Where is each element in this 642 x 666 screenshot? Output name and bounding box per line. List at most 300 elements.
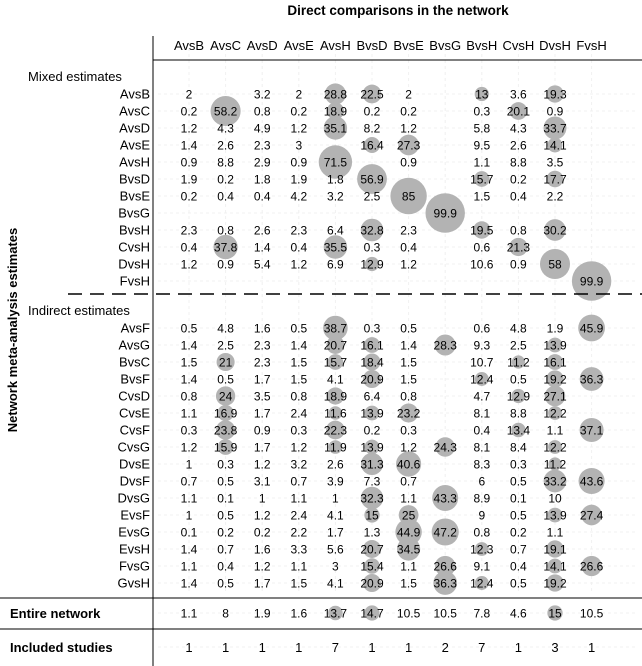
- cell-value: 3: [295, 138, 303, 153]
- cell-value: 27.1: [543, 389, 567, 404]
- cell-value: 0.2: [290, 104, 308, 119]
- included-studies-value: 3: [551, 640, 559, 655]
- cell-value: 21.3: [506, 240, 531, 255]
- cell-value: 2.3: [290, 223, 308, 238]
- cell-value: 15.4: [360, 559, 384, 574]
- cell-value: 0.4: [510, 559, 527, 574]
- cell-value: 1.5: [290, 576, 308, 591]
- cell-value: 0.6: [473, 240, 491, 255]
- cell-value: 19.5: [470, 223, 494, 238]
- cell-value: 2.3: [253, 338, 271, 353]
- row-label: AvsC: [119, 103, 150, 119]
- cell-value: 12.3: [470, 542, 494, 557]
- cell-value: 0.3: [290, 423, 308, 438]
- cell-value: 0.5: [400, 321, 417, 336]
- cell-value: 26.6: [579, 559, 604, 574]
- cell-value: 12.4: [470, 372, 494, 387]
- cell-value: 24: [218, 389, 233, 404]
- cell-value: 85: [401, 189, 416, 204]
- cell-value: 9: [478, 508, 486, 523]
- cell-value: 99.9: [579, 274, 604, 289]
- cell-value: 12.9: [506, 389, 531, 404]
- cell-value: 0.2: [400, 104, 417, 119]
- cell-value: 2.4: [290, 508, 308, 523]
- cell-value: 45.9: [579, 321, 604, 336]
- row-label: DvsF: [119, 473, 150, 489]
- cell-value: 4.7: [473, 389, 491, 404]
- cell-value: 1.8: [327, 172, 344, 187]
- cell-value: 12.4: [470, 576, 494, 591]
- entire-network-value: 4.6: [510, 606, 527, 621]
- cell-value: 1.4: [180, 542, 198, 557]
- included-studies-value: 1: [587, 640, 596, 655]
- cell-value: 0.3: [180, 423, 198, 438]
- cell-value: 16.4: [360, 138, 384, 153]
- cell-value: 36.3: [433, 576, 457, 591]
- entire-network-value: 10.5: [433, 606, 457, 621]
- cell-value: 14.1: [543, 138, 567, 153]
- cell-value: 1.6: [253, 542, 271, 557]
- entire-network-value: 1.6: [290, 606, 308, 621]
- cell-value: 33.2: [543, 474, 567, 489]
- row-label: AvsF: [120, 320, 150, 336]
- cell-value: 1.1: [400, 559, 417, 574]
- section-label-mixed: Mixed estimates: [28, 69, 122, 84]
- cell-value: 0.8: [510, 223, 527, 238]
- cell-value: 0.7: [290, 474, 308, 489]
- column-header: AvsE: [283, 38, 314, 53]
- cell-value: 44.9: [396, 525, 421, 540]
- cell-value: 1: [185, 508, 193, 523]
- cell-value: 2.6: [217, 138, 234, 153]
- cell-value: 13.4: [506, 423, 531, 438]
- cell-value: 8.8: [510, 406, 527, 421]
- cell-value: 40.6: [396, 457, 421, 472]
- cell-value: 0.7: [217, 542, 234, 557]
- cell-value: 1.4: [400, 338, 417, 353]
- cell-value: 31.3: [360, 457, 384, 472]
- cell-value: 28.3: [433, 338, 457, 353]
- cell-value: 3.9: [327, 474, 344, 489]
- row-label: FvsH: [119, 273, 150, 289]
- cell-value: 1.2: [290, 440, 308, 455]
- included-studies-value: 1: [185, 640, 193, 655]
- cell-value: 13.9: [543, 338, 567, 353]
- cell-value: 1.7: [253, 576, 271, 591]
- entire-network-value: 1.9: [253, 606, 271, 621]
- cell-value: 0.5: [217, 474, 234, 489]
- row-label: BvsH: [118, 222, 150, 238]
- cell-value: 4.2: [290, 189, 308, 204]
- cell-value: 0.5: [290, 321, 308, 336]
- row-label: BvsG: [118, 205, 150, 221]
- cell-value: 3.2: [290, 457, 308, 472]
- cell-value: 21: [218, 355, 233, 370]
- cell-value: 0.8: [473, 525, 491, 540]
- row-label: CvsE: [118, 405, 150, 421]
- cell-value: 18.4: [360, 355, 384, 370]
- cell-value: 13.9: [543, 508, 567, 523]
- cell-value: 0.4: [217, 559, 234, 574]
- cell-value: 0.4: [180, 240, 198, 255]
- row-label: FvsG: [118, 558, 150, 574]
- cell-value: 3.2: [327, 189, 344, 204]
- row-label: CvsG: [117, 439, 150, 455]
- cell-value: 1.5: [400, 576, 417, 591]
- cell-value: 1.9: [180, 172, 198, 187]
- cell-value: 0.9: [180, 155, 198, 170]
- cell-value: 0.2: [253, 525, 271, 540]
- cell-value: 8.2: [363, 121, 381, 136]
- cell-value: 0.7: [400, 474, 417, 489]
- cell-value: 12.2: [543, 440, 567, 455]
- cell-value: 6: [478, 474, 486, 489]
- row-label: AvsH: [119, 154, 150, 170]
- row-label: AvsD: [119, 120, 150, 136]
- cell-value: 1.4: [180, 338, 198, 353]
- cell-value: 11.2: [507, 355, 530, 370]
- cell-value: 25: [401, 508, 416, 523]
- cell-value: 0.5: [217, 372, 234, 387]
- cell-value: 9.5: [473, 138, 491, 153]
- cell-value: 0.9: [546, 104, 564, 119]
- column-header: CvsH: [502, 38, 535, 53]
- cell-value: 3.1: [253, 474, 271, 489]
- cell-value: 0.2: [217, 525, 234, 540]
- cell-value: 2.5: [217, 338, 234, 353]
- included-studies-value: 1: [221, 640, 230, 655]
- row-label: CvsF: [119, 422, 150, 438]
- cell-value: 0.7: [510, 542, 527, 557]
- cell-value: 1.1: [180, 406, 198, 421]
- column-header: AvsH: [319, 38, 351, 53]
- cell-value: 0.9: [290, 155, 308, 170]
- cell-value: 24.3: [433, 440, 457, 455]
- cell-value: 20.9: [360, 372, 384, 387]
- cell-value: 5.8: [473, 121, 491, 136]
- cell-value: 2: [185, 87, 193, 102]
- cell-value: 47.2: [433, 525, 457, 540]
- cell-value: 0.5: [510, 576, 527, 591]
- cell-value: 1.4: [290, 338, 308, 353]
- cell-value: 2.6: [253, 223, 271, 238]
- cell-value: 8.1: [473, 440, 491, 455]
- cell-value: 1.4: [253, 240, 271, 255]
- cell-value: 43.6: [579, 474, 604, 489]
- cell-value: 10.6: [470, 257, 494, 272]
- row-label: BvsF: [120, 371, 150, 387]
- y-axis-label: Network meta-analysis estimates: [5, 227, 20, 433]
- cell-value: 1.2: [180, 121, 198, 136]
- cell-value: 11.9: [324, 440, 347, 455]
- cell-value: 0.3: [400, 423, 417, 438]
- cell-value: 19.3: [543, 87, 567, 102]
- cell-value: 8.3: [473, 457, 491, 472]
- cell-value: 35.1: [323, 121, 348, 136]
- cell-value: 0.7: [180, 474, 198, 489]
- cell-value: 0.2: [180, 104, 198, 119]
- cell-value: 0.4: [400, 240, 417, 255]
- cell-value: 20.9: [360, 576, 384, 591]
- cell-value: 22.5: [360, 87, 384, 102]
- cell-value: 1: [185, 457, 193, 472]
- row-label: EvsH: [118, 541, 150, 557]
- cell-value: 0.5: [217, 576, 234, 591]
- cell-value: 0.1: [510, 491, 527, 506]
- entire-network-value: 14.7: [360, 606, 384, 621]
- cell-value: 4.9: [253, 121, 271, 136]
- cell-value: 6.9: [327, 257, 344, 272]
- chart-title: Direct comparisons in the network: [287, 3, 509, 18]
- cell-value: 1.2: [253, 457, 271, 472]
- cell-value: 13.9: [360, 440, 384, 455]
- row-label: DvsE: [118, 456, 150, 472]
- cell-value: 1.4: [180, 372, 198, 387]
- cell-value: 2.5: [510, 338, 527, 353]
- cell-value: 0.2: [180, 189, 198, 204]
- cell-value: 23.8: [213, 423, 238, 438]
- cell-value: 1.4: [180, 138, 198, 153]
- cell-value: 16.1: [360, 338, 384, 353]
- cell-value: 4.1: [327, 508, 344, 523]
- cell-value: 1.2: [180, 440, 198, 455]
- cell-value: 30.2: [543, 223, 567, 238]
- cell-value: 11.6: [324, 406, 347, 421]
- cell-value: 1.1: [546, 525, 564, 540]
- cell-value: 32.8: [360, 223, 384, 238]
- cell-value: 1.7: [327, 525, 344, 540]
- cell-value: 3.3: [290, 542, 308, 557]
- cell-value: 3: [332, 559, 339, 574]
- cell-value: 1.5: [400, 355, 417, 370]
- cell-value: 2.3: [180, 223, 198, 238]
- cell-value: 2: [295, 87, 303, 102]
- cell-value: 11.2: [543, 457, 567, 472]
- cell-value: 1.5: [400, 372, 417, 387]
- cell-value: 2.3: [253, 138, 271, 153]
- cell-value: 0.9: [400, 155, 417, 170]
- included-studies-value: 1: [514, 640, 523, 655]
- included-studies-label: Included studies: [10, 640, 113, 655]
- cell-value: 0.3: [510, 457, 527, 472]
- cell-value: 1.2: [290, 121, 308, 136]
- cell-value: 15.7: [323, 355, 348, 370]
- cell-value: 12.2: [543, 406, 567, 421]
- cell-value: 20.7: [323, 338, 348, 353]
- row-label: AvsB: [119, 86, 150, 102]
- cell-value: 16.9: [213, 406, 238, 421]
- cell-value: 0.4: [290, 240, 308, 255]
- row-label: BvsE: [119, 188, 150, 204]
- cell-value: 35.5: [323, 240, 348, 255]
- entire-network-value: 1.1: [180, 606, 198, 621]
- cell-value: 2: [405, 87, 412, 102]
- cell-value: 22.3: [323, 423, 348, 438]
- cell-value: 0.5: [217, 508, 234, 523]
- cell-value: 0.8: [400, 389, 417, 404]
- cell-value: 7.3: [363, 474, 381, 489]
- cell-value: 1.1: [290, 491, 308, 506]
- entire-network-value: 7.8: [473, 606, 491, 621]
- cell-value: 56.9: [360, 172, 384, 187]
- cell-value: 1.7: [253, 406, 271, 421]
- entire-network-value: 13.7: [323, 606, 348, 621]
- cell-value: 0.5: [180, 321, 198, 336]
- cell-value: 6.4: [363, 389, 381, 404]
- cell-value: 0.4: [473, 423, 491, 438]
- included-studies-value: 1: [295, 640, 303, 655]
- row-label: EvsF: [120, 507, 150, 523]
- row-label: CvsH: [118, 239, 150, 255]
- cell-value: 4.3: [217, 121, 234, 136]
- cell-value: 1.7: [253, 372, 271, 387]
- cell-value: 0.9: [217, 257, 234, 272]
- cell-value: 10.7: [470, 355, 494, 370]
- cell-value: 3.5: [253, 389, 271, 404]
- row-label: DvsG: [117, 490, 150, 506]
- cell-value: 0.4: [510, 189, 527, 204]
- cell-value: 58.2: [213, 104, 238, 119]
- cell-value: 8.8: [510, 155, 527, 170]
- row-label: CvsD: [118, 388, 150, 404]
- cell-value: 14.1: [543, 559, 567, 574]
- cell-value: 1.3: [363, 525, 381, 540]
- cell-value: 26.6: [433, 559, 457, 574]
- column-header: AvsC: [210, 38, 242, 53]
- cell-value: 1.4: [180, 576, 198, 591]
- cell-value: 58: [548, 257, 562, 272]
- cell-value: 17.7: [543, 172, 567, 187]
- cell-value: 12.9: [360, 257, 384, 272]
- cell-value: 3.2: [253, 87, 271, 102]
- cell-value: 23.2: [396, 406, 421, 421]
- row-label: BvsD: [118, 171, 150, 187]
- cell-value: 0.1: [217, 491, 234, 506]
- cell-value: 0.8: [290, 389, 308, 404]
- cell-value: 0.4: [253, 189, 271, 204]
- cell-value: 0.8: [253, 104, 271, 119]
- cell-value: 3.5: [546, 155, 564, 170]
- cell-value: 0.5: [510, 508, 527, 523]
- row-label: EvsG: [118, 524, 150, 540]
- cell-value: 1.9: [290, 172, 308, 187]
- cell-value: 1.6: [253, 321, 271, 336]
- column-header: AvsD: [246, 38, 278, 53]
- cell-value: 2.6: [327, 457, 344, 472]
- cell-value: 1.1: [290, 559, 308, 574]
- cell-value: 71.5: [323, 155, 348, 170]
- entire-network-value: 15: [548, 606, 562, 621]
- cell-value: 0.3: [217, 457, 234, 472]
- cell-value: 1.7: [253, 440, 271, 455]
- column-header: BvsE: [393, 38, 424, 53]
- entire-network-value: 8: [222, 606, 229, 621]
- entire-network-value: 10.5: [396, 606, 421, 621]
- cell-value: 8.1: [473, 406, 491, 421]
- cell-value: 20.1: [506, 104, 531, 119]
- cell-value: 1.9: [546, 321, 564, 336]
- row-label: AvsG: [118, 337, 150, 353]
- cell-value: 1.2: [400, 440, 417, 455]
- cell-value: 19.1: [543, 542, 567, 557]
- cell-value: 28.8: [323, 87, 348, 102]
- cell-value: 18.9: [323, 389, 348, 404]
- cell-value: 0.9: [510, 257, 527, 272]
- cell-value: 9.3: [473, 338, 491, 353]
- cell-value: 34.5: [396, 542, 421, 557]
- cell-value: 1.2: [180, 257, 198, 272]
- cell-value: 1.1: [546, 423, 564, 438]
- cell-value: 5.4: [253, 257, 271, 272]
- cell-value: 37.1: [579, 423, 604, 438]
- cell-value: 15.9: [213, 440, 238, 455]
- cell-value: 0.2: [363, 104, 381, 119]
- entire-network-label: Entire network: [10, 606, 101, 621]
- cell-value: 27.4: [579, 508, 604, 523]
- cell-value: 10: [548, 491, 562, 506]
- column-header: AvsB: [173, 38, 205, 53]
- cell-value: 2.2: [546, 189, 564, 204]
- cell-value: 4.8: [510, 321, 527, 336]
- cell-value: 36.3: [579, 372, 604, 387]
- cell-value: 99.9: [433, 206, 457, 221]
- cell-value: 1.1: [400, 491, 417, 506]
- cell-value: 18.9: [323, 104, 348, 119]
- cell-value: 4.3: [510, 121, 527, 136]
- included-studies-value: 1: [368, 640, 376, 655]
- cell-value: 2.2: [290, 525, 308, 540]
- cell-value: 0.5: [510, 474, 527, 489]
- cell-value: 1.2: [290, 257, 308, 272]
- cell-value: 15.7: [470, 172, 494, 187]
- cell-value: 0.9: [253, 423, 271, 438]
- cell-value: 27.3: [396, 138, 421, 153]
- cell-value: 0.5: [510, 372, 527, 387]
- entire-network-value: 10.5: [579, 606, 604, 621]
- included-studies-value: 7: [331, 640, 340, 655]
- cell-value: 0.2: [510, 525, 527, 540]
- included-studies-value: 7: [478, 640, 486, 655]
- cell-value: 1: [332, 491, 339, 506]
- cell-value: 19.2: [543, 576, 567, 591]
- included-studies-value: 2: [441, 640, 449, 655]
- cell-value: 20.7: [360, 542, 384, 557]
- cell-value: 1.1: [180, 491, 198, 506]
- cell-value: 1.5: [180, 355, 198, 370]
- cell-value: 0.8: [217, 223, 234, 238]
- cell-value: 0.3: [363, 240, 381, 255]
- cell-value: 38.7: [323, 321, 348, 336]
- cell-value: 32.3: [360, 491, 384, 506]
- cell-value: 2.3: [253, 355, 271, 370]
- cell-value: 0.3: [473, 104, 491, 119]
- cell-value: 1.8: [253, 172, 271, 187]
- cell-value: 2.6: [510, 138, 527, 153]
- cell-value: 33.7: [543, 121, 567, 136]
- row-label: AvsE: [119, 137, 150, 153]
- included-studies-value: 1: [404, 640, 413, 655]
- section-label-indirect: Indirect estimates: [28, 303, 130, 318]
- cell-value: 43.3: [433, 491, 457, 506]
- column-header: BvsG: [429, 38, 462, 53]
- cell-value: 1.5: [290, 355, 308, 370]
- cell-value: 2.9: [253, 155, 271, 170]
- cell-value: 0.6: [473, 321, 491, 336]
- cell-value: 0.2: [363, 423, 381, 438]
- cell-value: 5.6: [327, 542, 344, 557]
- included-studies-value: 1: [258, 640, 266, 655]
- column-header: FvsH: [576, 38, 607, 53]
